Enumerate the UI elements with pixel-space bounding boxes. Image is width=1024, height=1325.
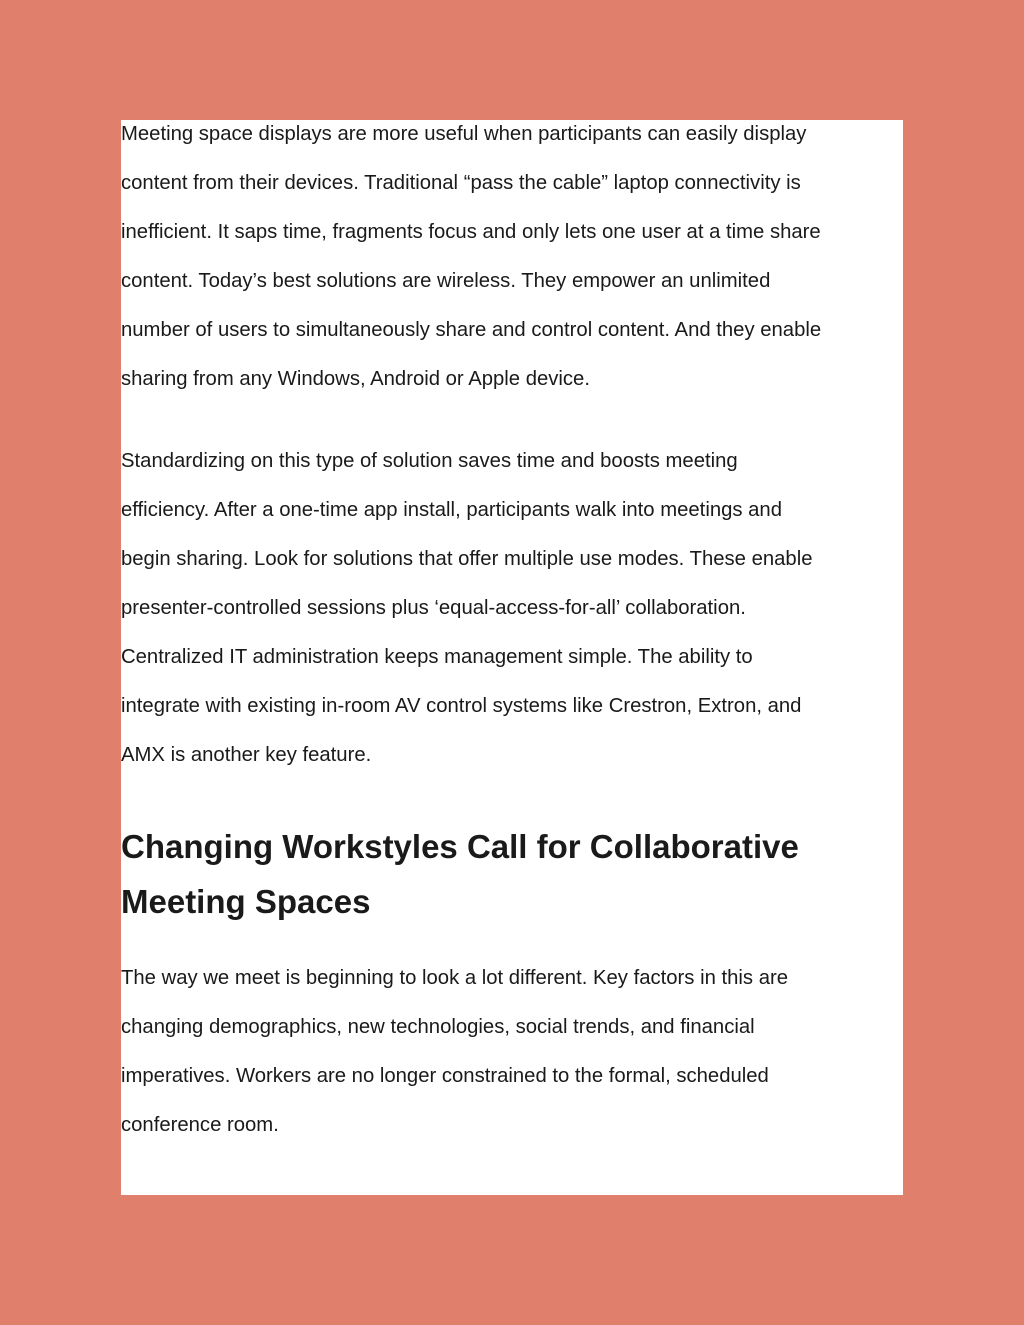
section-heading: Changing Workstyles Call for Collaborative Meeting Spaces: [121, 828, 799, 920]
body-paragraph-3: The way we meet is beginning to look a lot different. Key factors in this are changing demographics, new technologies, social trends, and financial imperatives. Workers are no longer constrained to the formal, scheduled conference room.: [121, 967, 789, 1136]
body-paragraph-2: Standardizing on this type of solution saves time and boosts meeting efficiency. After a one-time app install, participants walk into meetings and begin sharing. Look for solutions that offer multiple use modes. These enable presenter-controlled sessions plus ‘equal-access-for-all’ collaboration. Centralized IT administration keeps management simple. The ability to integrate with existing in-room AV control systems like Crestron, Extron, and AMX is another key feature.: [121, 450, 813, 766]
content-panel: [121, 120, 903, 1195]
body-paragraph-1: Meeting space displays are more useful when participants can easily display content from their devices. Traditional “pass the cable” laptop connectivity is inefficient. It saps time, fragments focus and only lets one user at a time share content. Today’s best solutions are wireless. They empower an unlimited number of users to simultaneously share and control content. And they enable sharing from any Windows, Android or Apple device.: [121, 123, 822, 390]
